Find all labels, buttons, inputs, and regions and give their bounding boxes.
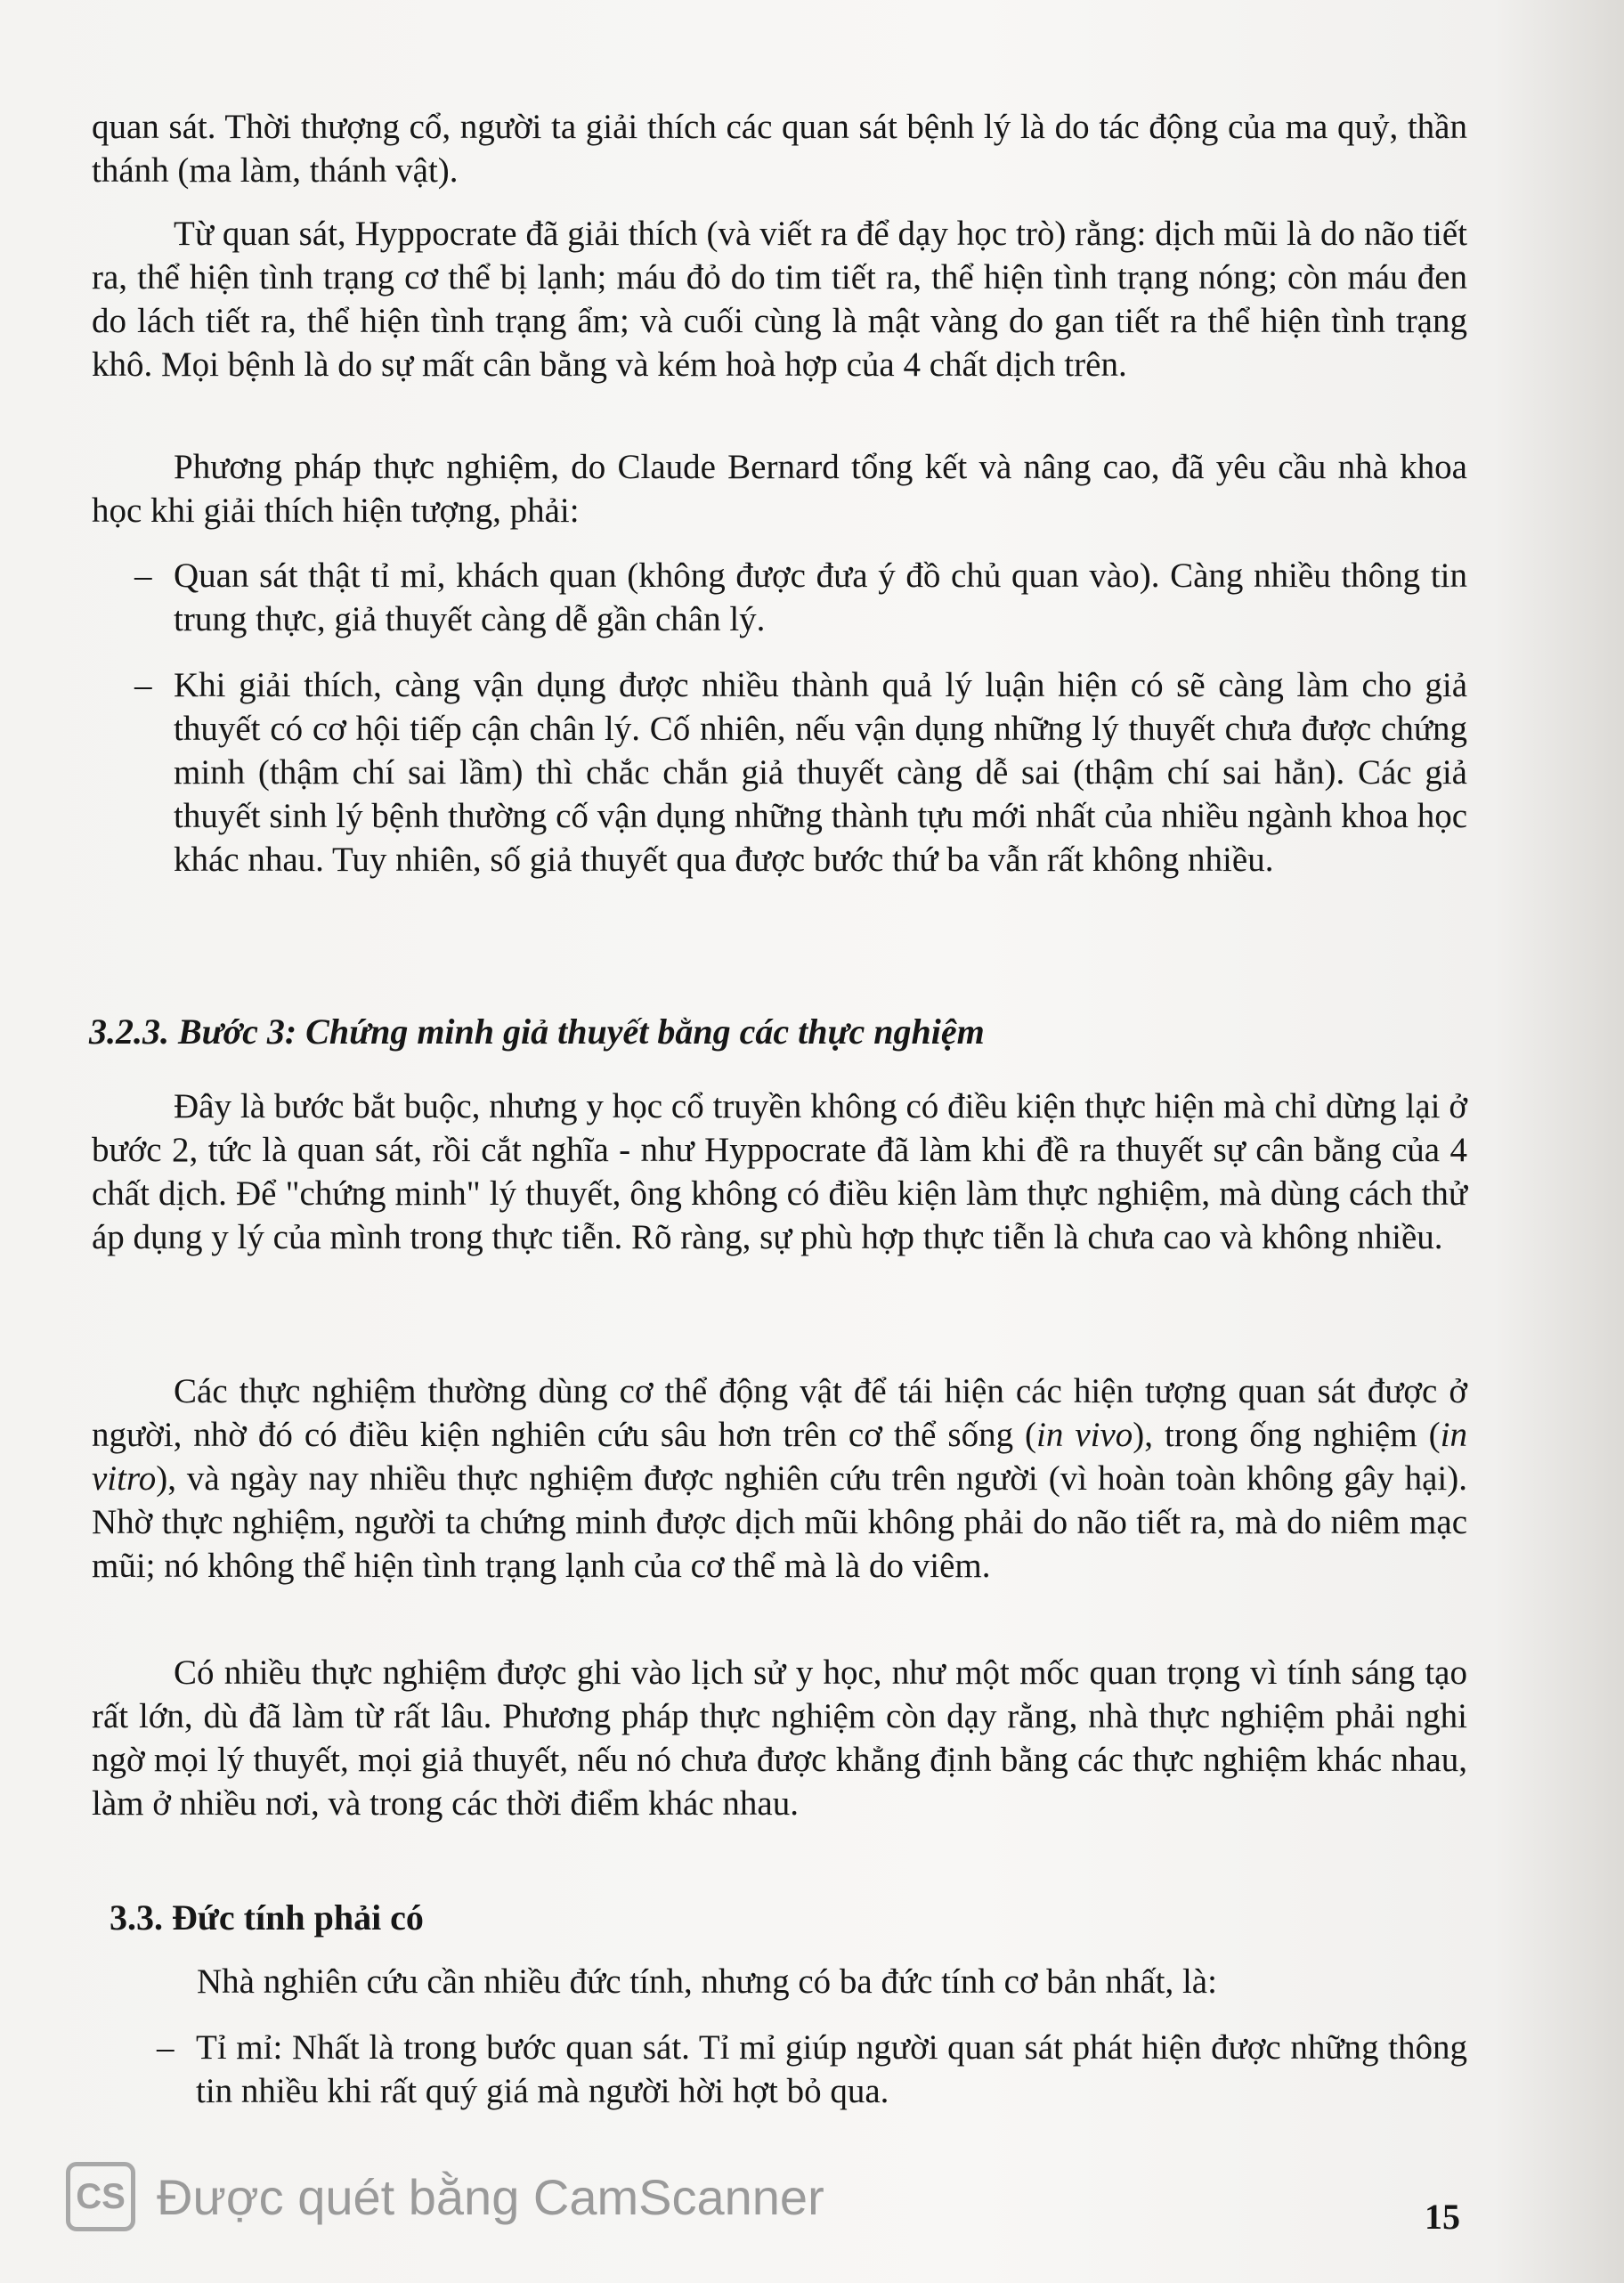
bullet-item bbox=[92, 554, 1467, 641]
paragraph-hyppocrate bbox=[92, 212, 1467, 386]
camscanner-watermark bbox=[66, 2162, 824, 2231]
watermark-text: Được quét bằng CamScanner bbox=[157, 2168, 824, 2225]
italic-term: in vivo bbox=[1036, 1416, 1133, 1454]
page-number: 15 bbox=[1425, 2197, 1460, 2237]
paragraph-text: Nhà nghiên cứu cần nhiều đức tính, nhưng có ba đức tính cơ bản nhất, là: bbox=[197, 1962, 1217, 2001]
bullet-dash: – bbox=[134, 557, 152, 595]
paragraph-step-3 bbox=[92, 1085, 1467, 1259]
bullet-item bbox=[114, 2026, 1467, 2113]
bullet-text: Tỉ mỉ: Nhất là trong bước quan sát. Tỉ mỉ giúp người quan sát phát hiện được những thông tin nhiều khi rất quý giá mà người hời hợt bỏ qua. bbox=[196, 2028, 1467, 2110]
paragraph-text: Có nhiều thực nghiệm được ghi vào lịch sử y học, như một mốc quan trọng vì tính sáng tạo rất lớn, dù đã làm từ rất lâu. Phương pháp thực nghiệm còn dạy rằng, nhà thực nghiệm phải nghi ngờ mọi lý thuyết, mọi giả thuyết, nếu nó chưa được khẳng định bằng các thực nghiệm khác nhau, làm ở nhiều nơi, và trong các thời điểm khác nhau. bbox=[92, 1653, 1467, 1823]
bullet-text: Khi giải thích, càng vận dụng được nhiều thành quả lý luận hiện có sẽ càng làm cho giả thuyết có cơ hội tiếp cận chân lý. Cố nhiên, nếu vận dụng những lý thuyết chưa được chứng minh (thậm chí sai lầm) thì chắc chắn giả thuyết càng dễ sai (thậm chí sai hẳn). Các giả thuyết sinh lý bệnh thường cố vận dụng những thành tựu mới nhất của nhiều ngành khoa học khác nhau. Tuy nhiên, số giả thuyết qua được bước thứ ba vẫn rất không nhiều. bbox=[174, 666, 1467, 879]
bullet-dash: – bbox=[134, 666, 152, 704]
section-heading-3-3: 3.3. Đức tính phải có bbox=[110, 1897, 424, 1938]
bullet-item bbox=[92, 663, 1467, 882]
paragraph-text: Từ quan sát, Hyppocrate đã giải thích (và viết ra để dạy học trò) rằng: dịch mũi là do não tiết ra, thể hiện tình trạng cơ thể bị lạnh; máu đỏ do tim tiết ra, thể hiện tình trạng nóng; còn máu đen do lách tiết ra, thể hiện tình trạng ẩm; và cuối cùng là mật vàng do gan tiết ra thể hiện tình trạng khô. Mọi bệnh là do sự mất cân bằng và kém hoà hợp của 4 chất dịch trên. bbox=[92, 215, 1467, 384]
paragraph-text: Phương pháp thực nghiệm, do Claude Bernard tổng kết và nâng cao, đã yêu cầu nhà khoa học khi giải thích hiện tượng, phải: bbox=[92, 448, 1467, 530]
text-run: ), và ngày nay nhiều thực nghiệm được nghiên cứu trên người (vì hoàn toàn không gây hại). Nhờ thực nghiệm, người ta chứng minh được dịch mũi không phải do não tiết ra, mà do niêm mạc mũi; nó không thể hiện tình trạng lạnh của cơ thể mà là do viêm. bbox=[92, 1459, 1467, 1585]
paragraph-continuation bbox=[92, 105, 1467, 192]
paragraph-text bbox=[92, 1369, 1467, 1588]
paragraph-text: Đây là bước bắt buộc, nhưng y học cổ truyền không có điều kiện thực hiện mà chỉ dừng lại ở bước 2, tức là quan sát, rồi cắt nghĩa - như Hyppocrate đã làm khi đề ra thuyết sự cân bằng của 4 chất dịch. Để "chứng minh" lý thuyết, ông không có điều kiện làm thực nghiệm, mà dùng cách thử áp dụng y lý của mình trong thực tiễn. Rõ ràng, sự phù hợp thực tiễn là chưa cao và không nhiều. bbox=[92, 1087, 1467, 1256]
camscanner-logo-icon: CS bbox=[66, 2162, 135, 2231]
paragraph-experiments bbox=[92, 1369, 1467, 1588]
paragraph-virtues bbox=[197, 1960, 1467, 2003]
paragraph-experimental-method bbox=[92, 445, 1467, 532]
paragraph-text: quan sát. Thời thượng cổ, người ta giải thích các quan sát bệnh lý là do tác động của ma quỷ, thần thánh (ma làm, thánh vật). bbox=[92, 108, 1467, 190]
bullet-dash: – bbox=[157, 2028, 175, 2067]
paragraph-history bbox=[92, 1651, 1467, 1825]
bullet-text: Quan sát thật tỉ mỉ, khách quan (không được đưa ý đồ chủ quan vào). Càng nhiều thông tin trung thực, giả thuyết càng dễ gần chân lý. bbox=[174, 557, 1467, 638]
section-heading-3-2-3: 3.2.3. Bước 3: Chứng minh giả thuyết bằng các thực nghiệm bbox=[89, 1012, 985, 1052]
text-run: Các thực nghiệm thường dùng cơ thể động vật để tái hiện các hiện tượng quan sát được ở người, nhờ đó có điều kiện nghiên cứu sâu hơn trên cơ thể sống ( bbox=[92, 1372, 1467, 1454]
italic-term: in vitro bbox=[92, 1416, 1467, 1498]
text-run: ), trong ống nghiệm ( bbox=[1133, 1416, 1441, 1454]
